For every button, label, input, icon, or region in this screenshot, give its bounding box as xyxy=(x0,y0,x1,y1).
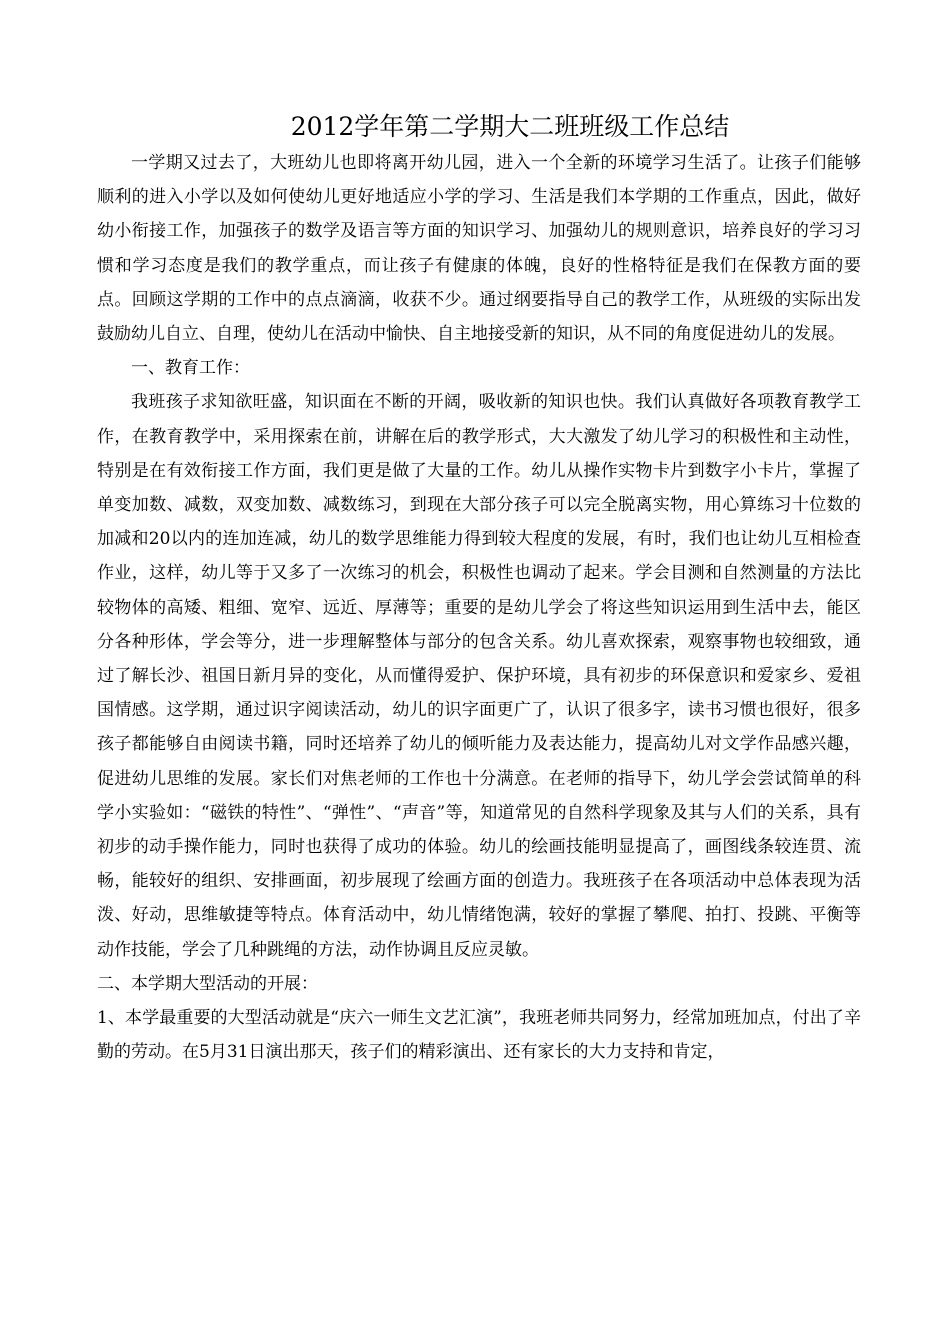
activities-paragraph: 1、本学最重要的大型活动就是“庆六一师生文艺汇演”，我班老师共同努力，经常加班加点，付出了辛勤的劳动。在5月31日演出那天，孩子们的精彩演出、还有家长的大力支持和肯定， xyxy=(97,1008,861,1063)
document-body xyxy=(97,146,861,1069)
section-heading-activities: 二、本学期大型活动的开展： xyxy=(97,973,318,994)
education-paragraph: 我班孩子求知欲旺盛，知识面在不断的开阔，吸收新的知识也快。我们认真做好各项教育教学工作，在教育教学中，采用探索在前，讲解在后的教学形式，大大激发了幼儿学习的积极性和主动性，特别是在有效衔接工作方面，我们更是做了大量的工作。幼儿从操作实物卡片到数字小卡片，掌握了单变加数、减数，双变加数、减数练习，到现在大部分孩子可以完全脱离实物，用心算练习十位数的加减和20以内的连加连减，幼儿的数学思维能力得到较大程度的发展，有时，我们也让幼儿互相检查作业，这样，幼儿等于又多了一次练习的机会，积极性也调动了起来。学会目测和自然测量的方法比较物体的高矮、粗细、宽窄、远近、厚薄等；重要的是幼儿学会了将这些知识运用到生活中去，能区分各种形体，学会等分，进一步理解整体与部分的包含关系。幼儿喜欢探索，观察事物也较细致，通过了解长沙、祖国日新月异的变化，从而懂得爱护、保护环境，具有初步的环保意识和爱家乡、爱祖国情感。这学期，通过识字阅读活动，幼儿的识字面更广了，认识了很多字，读书习惯也很好，很多孩子都能够自由阅读书籍，同时还培养了幼儿的倾听能力及表达能力，提高幼儿对文学作品感兴趣，促进幼儿思维的发展。家长们对焦老师的工作也十分满意。在老师的指导下，幼儿学会尝试简单的科学小实验如：“磁铁的特性”、“弹性”、“声音”等，知道常见的自然科学现象及其与人们的关系，具有初步的动手操作能力，同时也获得了成功的体验。幼儿的绘画技能明显提高了，画图线条较连贯、流畅，能较好的组织、安排画面，初步展现了绘画方面的创造力。我班孩子在各项活动中总体表现为活泼、好动，思维敏捷等特点。体育活动中，幼儿情绪饱满，较好的掌握了攀爬、拍打、投跳、平衡等动作技能，学会了几种跳绳的方法，动作协调且反应灵敏。 xyxy=(97,392,861,960)
section-heading-education: 一、教育工作： xyxy=(131,358,250,379)
document-title: 2012学年第二学期大二班班级工作总结 xyxy=(290,112,730,141)
intro-paragraph: 一学期又过去了，大班幼儿也即将离开幼儿园，进入一个全新的环境学习生活了。让孩子们能够顺利的进入小学以及如何使幼儿更好地适应小学的学习、生活是我们本学期的工作重点，因此，做好幼小衔接工作，加强孩子的数学及语言等方面的知识学习、加强幼儿的规则意识，培养良好的学习习惯和学习态度是我们的教学重点，而让孩子有健康的体魄，良好的性格特征是我们在保教方面的要点。回顾这学期的工作中的点点滴滴，收获不少。通过纲要指导自己的教学工作，从班级的实际出发鼓励幼儿自立、自理，使幼儿在活动中愉快、自主地接受新的知识，从不同的角度促进幼儿的发展。 xyxy=(97,153,861,345)
